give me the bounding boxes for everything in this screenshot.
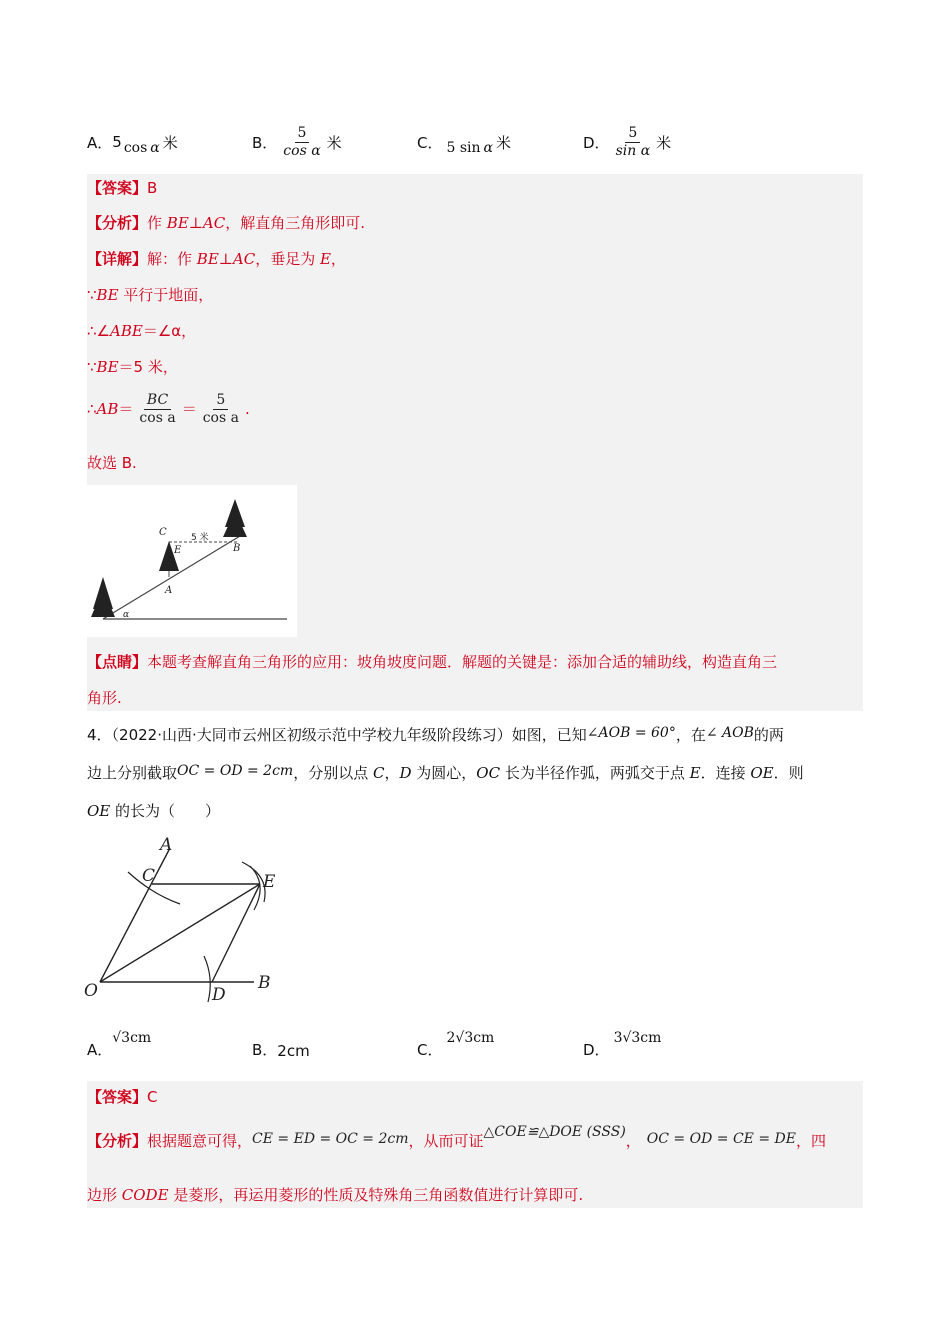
analysis-text-3: ， [625,1132,641,1150]
point-c: C [372,764,385,782]
label-a: A [165,585,173,596]
label-c: C [159,527,167,538]
analysis-line [87,213,365,233]
segment-oc: OC [476,764,501,782]
step-math: ABE [110,322,143,340]
step-4 [87,388,250,430]
label-b: B [233,543,241,554]
analysis-text-2: ，从而可证 [408,1132,484,1150]
option-unit: 米 [656,133,672,152]
angle-ref: ∠ AOB [705,725,754,741]
option-unit: 米 [326,133,342,152]
q4-options [87,1026,867,1066]
arc-d [204,956,210,1002]
analysis-tag: 【分析】 [87,214,148,232]
comment-line-2: 角形. [87,689,122,707]
step-symbol: ∵ [87,286,97,304]
fraction-bc-cos [136,392,178,427]
analysis-text: 根据题意可得， [147,1132,253,1150]
label-alpha: α [123,610,130,620]
q4-line-3 [87,800,220,822]
q3-option-c[interactable] [417,122,511,162]
fraction-denominator: sin α [615,142,651,159]
q3-option-a[interactable] [87,122,178,162]
analysis-text-2: 是菱形，再运用菱形的性质及特殊角三角函数值进行计算即可. [168,1186,584,1204]
point-d: D [399,764,412,782]
analysis-math-3: OC = OD = CE = DE [646,1131,796,1147]
detail-tag: 【详解】 [87,250,148,268]
ray-oa [100,848,170,982]
option-value: 2cm [277,1042,310,1060]
q4-line-1 [87,724,784,747]
question-number: 4． [87,726,112,744]
analysis-text-end: ，解直角三角形即可. [225,214,365,232]
option-fraction [613,125,654,160]
q3-options [87,122,867,162]
detail-text-mid: ，垂足为 [255,250,320,268]
fraction-denominator: cos a [202,409,239,426]
label-o: O [84,981,98,1001]
option-label: C． [417,1041,443,1059]
q4-option-b[interactable] [252,1026,310,1060]
segment-given: OC = OD = 2cm [177,763,294,779]
label-e: E [174,545,182,556]
detail-line [87,249,346,269]
label-distance: 5 米 [191,533,209,543]
option-label: C． [417,133,443,152]
option-expr: 5 sin [446,140,481,156]
option-label: A． [87,1041,113,1059]
question-text: 如图，已知 [511,726,587,744]
analysis-math: BE⊥AC [166,214,226,232]
question-text-2: ，分别以点 [293,764,373,782]
question-text-3: 的两 [753,726,784,744]
option-value: 2√3cm [446,1030,495,1046]
step-math: BE [96,286,119,304]
q4-option-d[interactable] [583,1026,661,1060]
step-math: BE [96,358,119,376]
period: . [244,400,250,418]
option-var: α [150,140,160,156]
angle-given: ∠AOB = 60° [586,725,676,741]
detail-math: BE⊥AC [196,250,256,268]
analysis-text: 边形 [87,1186,122,1204]
analysis-math-1: CE = ED = OC = 2cm [252,1131,409,1147]
analysis-line-2 [87,1185,583,1205]
step-symbol: ∴∠ [87,322,110,340]
option-unit: 米 [496,133,512,152]
question-text-2: ，在 [675,726,706,744]
option-label: B． [252,133,278,152]
detail-text: 解：作 [147,250,197,268]
q4-option-c[interactable] [417,1026,494,1060]
answer-tag: 【答案】 [87,1088,148,1106]
label-d: D [212,985,226,1005]
slope-figure-svg [87,485,297,637]
option-label: D． [583,1041,610,1059]
fraction-numerator: 5 [213,392,228,410]
option-number: 5 [112,133,122,151]
step-2 [87,321,196,341]
option-label: A． [87,133,113,152]
q3-option-b[interactable] [252,122,342,162]
step-text: ＝∠α， [142,322,197,340]
answer-tag: 【答案】 [87,179,148,197]
question-text: 的长为（ ） [110,802,221,820]
analysis-text-4: ，四 [795,1132,826,1150]
q4-option-a[interactable] [87,1026,151,1060]
answer-line [87,178,157,198]
rhombus-figure-svg [82,832,292,1012]
comment-line-1 [87,652,777,672]
q4-solution-panel [87,1081,863,1208]
tree-left-lower [91,589,115,617]
analysis-math-2: △COE≌△DOE (SSS) [483,1124,626,1140]
fraction-denominator: cos a [139,409,176,426]
q3-option-d[interactable] [583,122,671,162]
equals-sign-2: ＝ [181,400,197,418]
label-b: B [258,973,271,993]
choose-line: 故选 B. [87,454,137,472]
comment-tag: 【点睛】 [87,653,148,671]
fraction-numerator: 5 [295,125,310,143]
label-c: C [142,866,156,886]
step-math: AB [96,400,119,418]
option-func: cos [123,140,148,156]
equals-sign: ＝ [118,400,134,418]
detail-math-2: E [319,250,331,268]
analysis-tag: 【分析】 [87,1132,148,1150]
segment-oe: OE [87,802,111,820]
question-source: （2022·山西·大同市云州区初级示范中学校九年级阶段练习） [111,726,512,744]
analysis-line-1 [87,1124,826,1152]
option-value: √3cm [112,1030,152,1046]
fraction-denominator: cos α [283,142,321,159]
step-text: 平行于地面， [118,286,214,304]
answer-value: C [147,1088,158,1106]
point-e: E [689,764,701,782]
question-text-6: ．则 [773,764,804,782]
option-label: D． [583,133,610,152]
fraction-5-cos [200,392,242,427]
q3-solution-panel [87,174,863,711]
question-text: 边上分别截取 [87,764,178,782]
step-1 [87,285,213,305]
step-3 [87,357,178,377]
detail-text-end: ， [330,250,346,268]
step-symbol: ∴ [87,400,97,418]
option-fraction [280,125,323,160]
rhombus-figure [82,832,292,1012]
question-text-3: 为圆心， [411,764,477,782]
question-text-4: 长为半径作弧，两弧交于点 [500,764,690,782]
option-value: 3√3cm [613,1030,662,1046]
answer-line [87,1087,158,1107]
option-label: B． [252,1041,278,1059]
q4-line-2 [87,762,804,785]
segment-oe: OE [750,764,774,782]
answer-value: B [147,179,158,197]
option-var: α [483,140,493,156]
analysis-text: 作 [147,214,167,232]
comment-text: 本题考查解直角三角形的应用：坡角坡度问题．解题的关键是：添加合适的辅助线，构造直角三 [147,653,778,671]
step-symbol: ∵ [87,358,97,376]
fraction-numerator: 5 [625,125,640,143]
label-a: A [160,835,173,855]
label-e: E [263,872,276,892]
step-text: ＝5 米， [118,358,178,376]
slope-figure [87,485,297,637]
analysis-math: CODE [121,1186,169,1204]
fraction-numerator: BC [144,392,171,410]
comma: ， [384,764,400,782]
question-text-5: ．连接 [700,764,751,782]
option-unit: 米 [162,133,178,152]
